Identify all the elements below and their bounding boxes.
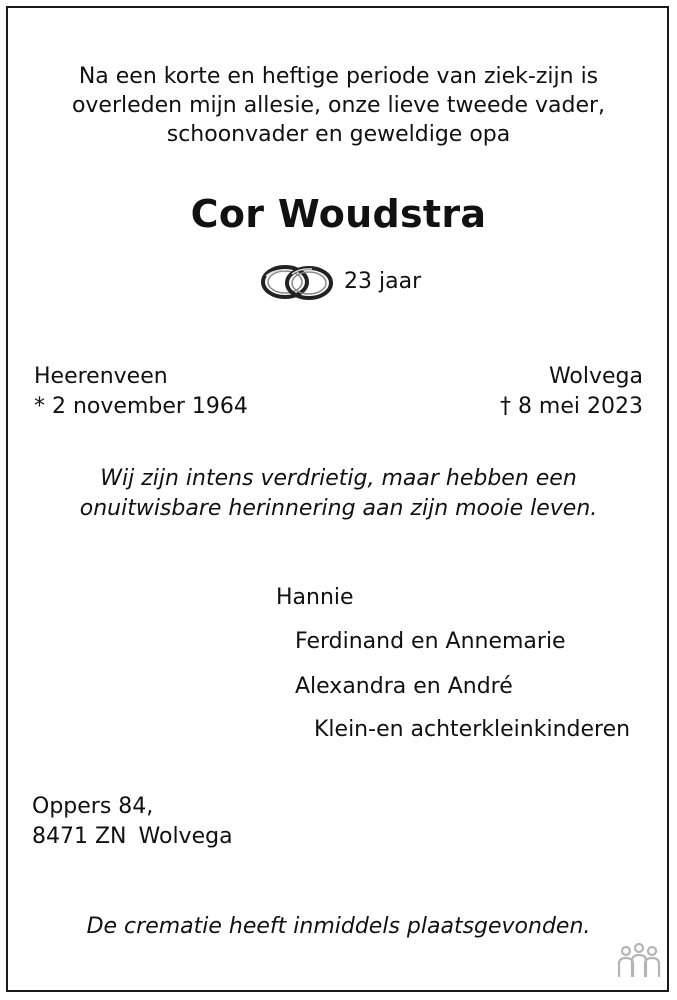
family-member-2: Alexandra en André (295, 674, 513, 699)
birth-info (34, 362, 248, 422)
intro-line-3: schoonvader en geweldige opa (166, 122, 511, 147)
death-place: Wolvega (548, 364, 643, 389)
quote-text (0, 464, 677, 524)
family-partner: Hannie (276, 585, 354, 610)
marriage-years: 23 jaar (344, 269, 422, 294)
quote-line-2: onuitwisbare herinnering aan zijn mooie leven. (79, 496, 598, 521)
family-member-3: Klein-en achterkleinkinderen (314, 717, 631, 742)
address-city: Wolvega (138, 824, 233, 849)
wedding-rings-icon (258, 262, 336, 302)
address-postcode: 8471 ZN (32, 824, 127, 849)
deceased-name: Cor Woudstra (190, 192, 487, 236)
cremation-note: De crematie heeft inmiddels plaatsgevonden. (86, 914, 591, 939)
birth-date: * 2 november 1964 (34, 394, 248, 419)
quote-line-1: Wij zijn intens verdrietig, maar hebben een (100, 466, 577, 491)
people-group-icon (614, 942, 664, 986)
intro-text (0, 62, 677, 149)
address-city-line (32, 822, 233, 852)
intro-line-1: Na een korte en heftige periode van ziek-zijn is (78, 64, 599, 89)
address-block (32, 792, 233, 852)
family-member-1: Ferdinand en Annemarie (295, 629, 566, 654)
death-info (500, 362, 643, 422)
marriage-row (258, 262, 421, 302)
death-date: † 8 mei 2023 (499, 394, 643, 419)
birth-place: Heerenveen (34, 364, 168, 389)
intro-line-2: overleden mijn allesie, onze lieve tweede vader, (71, 93, 606, 118)
address-street: Oppers 84, (32, 794, 154, 819)
